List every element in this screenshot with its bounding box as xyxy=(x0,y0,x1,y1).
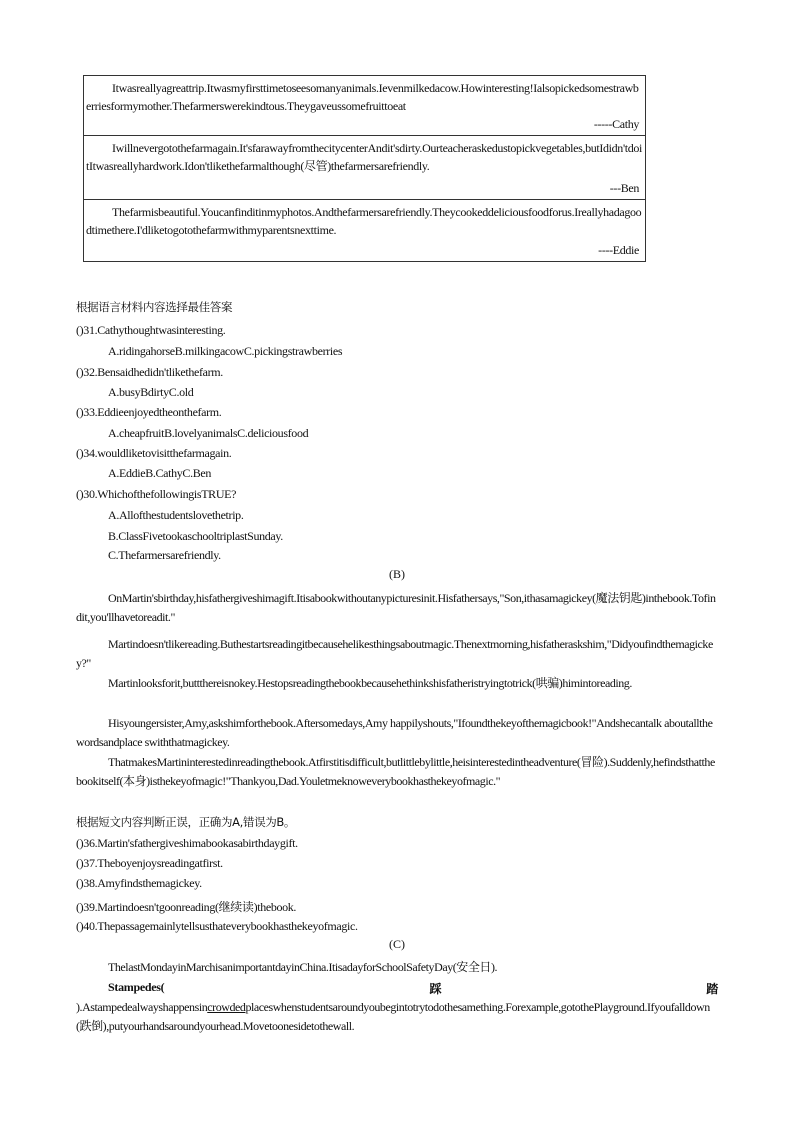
cathy-signature: -----Cathy xyxy=(593,117,639,131)
opinion-table xyxy=(83,75,646,262)
stampedes-title-part-1: Stampedes( xyxy=(108,980,165,994)
ben-signature: ---Ben xyxy=(609,181,639,195)
question-33: ()33.Eddieenjoyedtheonthefarm. xyxy=(76,405,222,419)
options-30-a: A.Allofthestudentslovethetrip. xyxy=(108,508,244,522)
table-row-cathy xyxy=(84,76,645,135)
eddie-signature: ----Eddie xyxy=(598,243,639,257)
passage-b-paragraph-4: Hisyoungersister,Amy,askshimforthebook.Aftersomedays,Amy happilyshouts,"Ifoundthekeyofthemagicbook!"Andshecantalk aboutallthewordsandplace swiththatmagickey. xyxy=(76,716,713,749)
stampedes-title xyxy=(108,980,718,997)
question-37: ()37.Theboyenjoysreadingatfirst. xyxy=(76,856,223,870)
passage-b-paragraph-2: Martindoesn'tlikereading.Buthestartsreadingitbecausehelikesthingsaboutmagic.Thenextmorning,hisfatheraskshim,"Didyoufindthemagickey?" xyxy=(76,637,713,670)
question-39: ()39.Martindoesn'tgoonreading(继续读)thebook. xyxy=(76,900,297,914)
passage-c-paragraph-1: ThelastMondayinMarchisanimportantdayinChina.ItisadayforSchoolSafetyDay(安全日). xyxy=(108,960,498,974)
question-34: ()34.wouldliketovisitthefarmagain. xyxy=(76,446,232,460)
stampedes-title-part-3: 踏 xyxy=(706,982,718,996)
options-33: A.cheapfruitB.lovelyanimalsC.deliciousfood xyxy=(108,426,309,440)
options-32: A.busyBdirtyC.old xyxy=(108,385,194,399)
section-c-heading: (C) xyxy=(389,937,405,951)
question-36: ()36.Martin'sfathergiveshimabookasabirthdaygift. xyxy=(76,836,298,850)
stampedes-title-part-2: 踩 xyxy=(429,982,442,996)
underlined-word: crowded xyxy=(207,1000,246,1014)
options-34: A.EddieB.CathyC.Ben xyxy=(108,466,212,480)
instruction-a: 根据语言材料内容选择最佳答案 xyxy=(76,300,233,314)
passage-b-paragraph-1: OnMartin'sbirthday,hisfathergiveshimagift.Itisabookwithoutanypicturesinit.Hisfathersays,"Son,ithasamagickey(魔法钥匙)inthebook.Tofindit,you'llhavetoreadit." xyxy=(76,591,716,624)
question-38: ()38.Amyfindsthemagickey. xyxy=(76,876,202,890)
instruction-b: 根据短文内容判断正误，正确为A,错误为B。 xyxy=(76,815,296,829)
question-32: ()32.Bensaidhedidn'tlikethefarm. xyxy=(76,365,223,379)
question-30: ()30.WhichofthefollowingisTRUE? xyxy=(76,487,237,501)
question-40: ()40.Thepassagemainlytellsusthateverybookhasthekeyofmagic. xyxy=(76,919,358,933)
options-30-c: C.Thefarmersarefriendly. xyxy=(108,548,221,562)
cathy-text: Itwasreallyagreattrip.Itwasmyfirsttimetoseesomanyanimals.Ievenmilkedacow.Howinteresting!Ialsopickedsomestrawberriesformymother.Thefarmerswerekindtous.Theygaveussomefruittoeat xyxy=(86,81,639,113)
section-b-heading: (B) xyxy=(389,567,405,581)
passage-b-paragraph-3: Martinlooksforit,buttthereisnokey.Hestopsreadingthebookbecausehethinkshisfatheristryingtotrick(哄骗)himintoreading. xyxy=(108,676,632,690)
options-30-b: B.ClassFivetookaschooltriplastSunday. xyxy=(108,529,283,543)
question-31: ()31.Cathythoughtwasinteresting. xyxy=(76,323,226,337)
options-31: A.ridingahorseB.milkingacowC.pickingstrawberries xyxy=(108,344,343,358)
table-row-eddie xyxy=(84,199,645,261)
ben-text: Iwillnevergotothefarmagain.It'sfarawayfromthecitycenterAndit'sdirty.Ourteacheraskedustopickvegetables,butIdidn'tdoitItwasreallyhardwork.Idon'tlikethefarmalthough(尽管)thefarmersarefriendly. xyxy=(86,141,643,173)
eddie-text: Thefarmisbeautiful.Youcanfinditinmyphotos.Andthefarmersarefriendly.Theycookeddeliciousfoodforus.Ireallyhadagoodtimethere.I'dliketogotothefarmwithmyparentsnexttime. xyxy=(86,205,642,237)
table-row-ben xyxy=(84,135,645,199)
passage-c-paragraph-2: ).Astampedealwayshappensincrowdedplaceswhenstudentsaroundyoubegintotrytodothesamething.Forexample,gotothePlayground.Ifyoufalldown(跌倒),putyourhandsaroundyourhead.Movetoonesidetothewall. xyxy=(76,1000,710,1033)
passage-b-paragraph-5: ThatmakesMartininterestedinreadingthebook.Atfirstitisdifficult,butlittlebylittle,heisinterestedintheadventure(冒险).Suddenly,hefindsthatthebookitself(本身)isthekeyofmagic!"Thankyou,Dad.Youletmeknoweverybookhasthekeyofmagic." xyxy=(76,755,715,788)
